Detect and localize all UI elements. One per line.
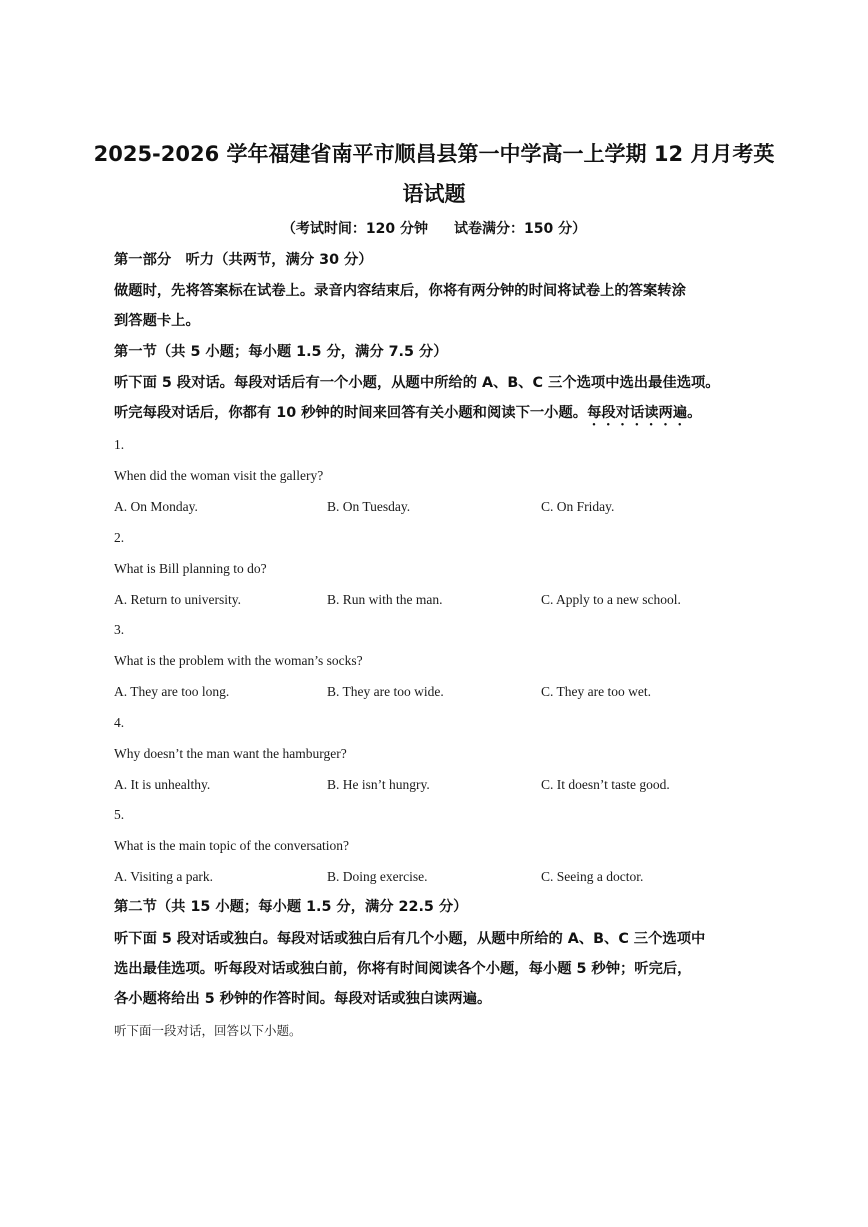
section2-subnote: 听下面一段对话，回答以下小题。 xyxy=(114,1023,302,1038)
option-b: B. Doing exercise. xyxy=(327,869,428,884)
option-b: B. Run with the man. xyxy=(327,592,443,607)
option-c: C. It doesn’t taste good. xyxy=(541,777,670,792)
question-text: What is the problem with the woman’s socks? xyxy=(114,653,363,668)
exam-title-line1: 2025-2026 学年福建省南平市顺昌县第一中学高一上学期 12 月月考英 xyxy=(93,142,775,166)
question-number: 2. xyxy=(114,530,125,545)
option-a: A. They are too long. xyxy=(114,684,230,699)
exam-title-line2: 语试题 xyxy=(402,182,466,206)
question-text: When did the woman visit the gallery? xyxy=(114,468,324,483)
section1-heading: 第一节（共 5 小题；每小题 1.5 分，满分 7.5 分） xyxy=(114,344,448,360)
section2-heading: 第二节（共 15 小题；每小题 1.5 分，满分 22.5 分） xyxy=(114,899,468,915)
question-number: 3. xyxy=(114,622,125,637)
section1-instruction-emphasis: 每段对话读两遍 xyxy=(587,405,688,421)
question-text: What is Bill planning to do? xyxy=(114,561,267,576)
option-b: B. He isn’t hungry. xyxy=(327,777,430,792)
exam-info xyxy=(0,218,868,240)
question-number: 5. xyxy=(114,807,125,822)
option-c: C. They are too wet. xyxy=(541,684,651,699)
question-number: 1. xyxy=(114,437,125,452)
section2-instruction-line3: 各小题将给出 5 秒钟的作答时间。每段对话或独白读两遍。 xyxy=(114,991,492,1007)
part1-heading: 第一部分 听力（共两节，满分 30 分） xyxy=(114,252,373,268)
section1-instruction-end: 。 xyxy=(687,405,702,421)
part1-instruction-line2: 到答题卡上。 xyxy=(114,313,200,329)
section1-instruction-line2 xyxy=(114,402,701,429)
exam-full-score: 试卷满分：150 分） xyxy=(454,221,587,237)
section1-instruction-main: 听完每段对话后，你都有 10 秒钟的时间来回答有关小题和阅读下一小题。 xyxy=(114,405,588,421)
part1-instruction-line1: 做题时，先将答案标在试卷上。录音内容结束后，你将有两分钟的时间将试卷上的答案转涂 xyxy=(114,283,686,299)
section2-instruction-line1: 听下面 5 段对话或独白。每段对话或独白后有几个小题，从题中所给的 A、B、C 三个选项中 xyxy=(114,931,706,947)
exam-time: （考试时间：120 分钟 xyxy=(281,221,428,237)
option-c: C. Seeing a doctor. xyxy=(541,869,644,884)
option-b: B. They are too wide. xyxy=(327,684,444,699)
question-number: 4. xyxy=(114,715,125,730)
option-a: A. On Monday. xyxy=(114,499,198,514)
option-a: A. It is unhealthy. xyxy=(114,777,211,792)
option-a: A. Visiting a park. xyxy=(114,869,214,884)
section2-instruction-line2: 选出最佳选项。听每段对话或独白前，你将有时间阅读各个小题，每小题 5 秒钟；听完后， xyxy=(114,961,692,977)
option-c: C. Apply to a new school. xyxy=(541,592,681,607)
question-text: What is the main topic of the conversation? xyxy=(114,838,350,853)
option-b: B. On Tuesday. xyxy=(327,499,411,514)
section1-instruction-line1: 听下面 5 段对话。每段对话后有一个小题，从题中所给的 A、B、C 三个选项中选出最佳选项。 xyxy=(114,375,720,391)
option-a: A. Return to university. xyxy=(114,592,241,607)
option-c: C. On Friday. xyxy=(541,499,615,514)
question-text: Why doesn’t the man want the hamburger? xyxy=(114,746,347,761)
